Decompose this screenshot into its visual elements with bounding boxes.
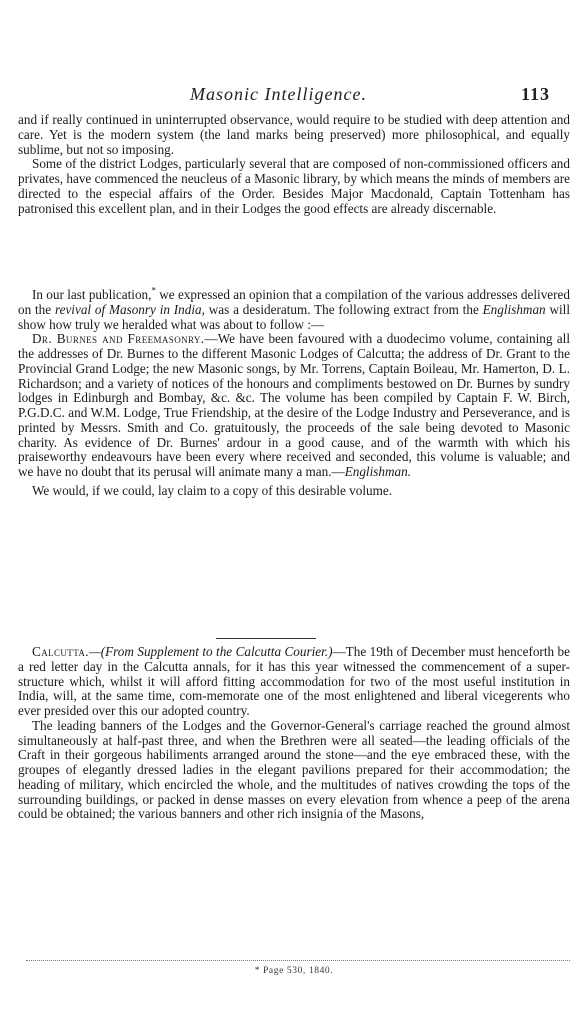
running-title: Masonic Intelligence.	[190, 84, 367, 104]
paragraph-continuation: and if really continued in uninterrupted observance, would require to be studied with deep attention and care. Yet is the modern system (the land marks being preserved) more philosophical, and equally sublime, but not so imposing.	[18, 112, 570, 157]
footnote-reference: *	[151, 285, 156, 296]
paragraph-calcutta-ceremony: The leading banners of the Lodges and the Governor-General's carriage reached the ground almost simultaneously at half-past three, and when the Brethren were all seated—the leading officials of the Craft in their gorgeous habiliments arranged around the stone—and the eye embraced these, with the groupes of elegantly dressed ladies in the elegant pavilions prepared for their accommodation; the heading of military, which encircled the whole, and the multitudes of natives crowding the tops of the surrounding buildings, or packed in dense masses on every elevation from whence a peep of the arena could be obtained; the various banners and other rich insignia of the Masons,	[18, 717, 570, 822]
page-number: 113	[521, 84, 551, 104]
paragraph-closing: We would, if we could, lay claim to a copy of this desirable volume.	[32, 482, 393, 498]
footnote-rule	[26, 960, 570, 961]
section-divider	[216, 638, 316, 639]
paragraph-district-lodges: Some of the district Lodges, particularly several that are composed of non-commissioned officers and privates, have commenced the neucleus of a Masonic library, by which means the minds of members are directed to the especial affairs of the Order. Besides Major Macdonald, Captain Tottenham has patronised this excellent plan, and in their Lodges the good effects are already discernable.	[18, 156, 570, 216]
paragraph-intro: In our last publication,* we expressed an opinion that a compilation of the various addresses delivered on the revival of Masonry in India, was a desideratum. The following extract from the Englishman will show how truly we heralded what was about to follow :—	[18, 285, 570, 332]
extract-heading: Dr. Burnes and Freemasonry.	[32, 331, 205, 347]
calcutta-heading: Calcutta.	[32, 644, 89, 659]
paragraph-extract: Dr. Burnes and Freemasonry.—We have been favoured with a duodecimo volume, containing all the addresses of Dr. Burnes to the different Masonic Lodges of Calcutta; the address of Dr. Grant to the Provincial Grand Lodge; the new Masonic songs, by Mr. Torrens, Captain Boileau, Mr. Hamerton, D. L. Richardson; and a variety of notices of the honours and compliments bestowed on Dr. Burnes by sundry lodges in Edinburgh and Bombay, &c. &c. The volume has been compiled by Captain F. W. Birch, P.G.D.C. and W.M. Lodge, True Friendship, at the desire of the Lodge Industry and Perseverance, and is printed by Messrs. Smith and Co. gratuitously, the proceeds of the sale being devoted to Masonic charity. As evidence of Dr. Burnes' ardour in a good cause, and of the warmth with which his praiseworthy endeavours have been every where received and seconded, this volume is valuable; and we have no doubt that its perusal will animate many a man.—Englishman.	[18, 331, 570, 479]
footnote: * Page 530, 1840.	[254, 966, 334, 976]
section-continuation	[18, 113, 570, 216]
section-calcutta	[18, 645, 570, 822]
running-head	[0, 84, 588, 106]
paragraph-calcutta-intro: Calcutta.—(From Supplement to the Calcutta Courier.)—The 19th of December must henceforth be a red letter day in the Calcutta annals, for it has this year witnessed the commencement of a super-structure which, whilst it will afford fitting accommodation for two of the most useful institution in India, will, at the same time, com-memorate one of the most enlightened and liberal vicegerents who ever presided over this our adopted country.	[18, 644, 570, 718]
extract-source: Englishman.	[344, 464, 411, 479]
section-burnes	[18, 285, 570, 499]
